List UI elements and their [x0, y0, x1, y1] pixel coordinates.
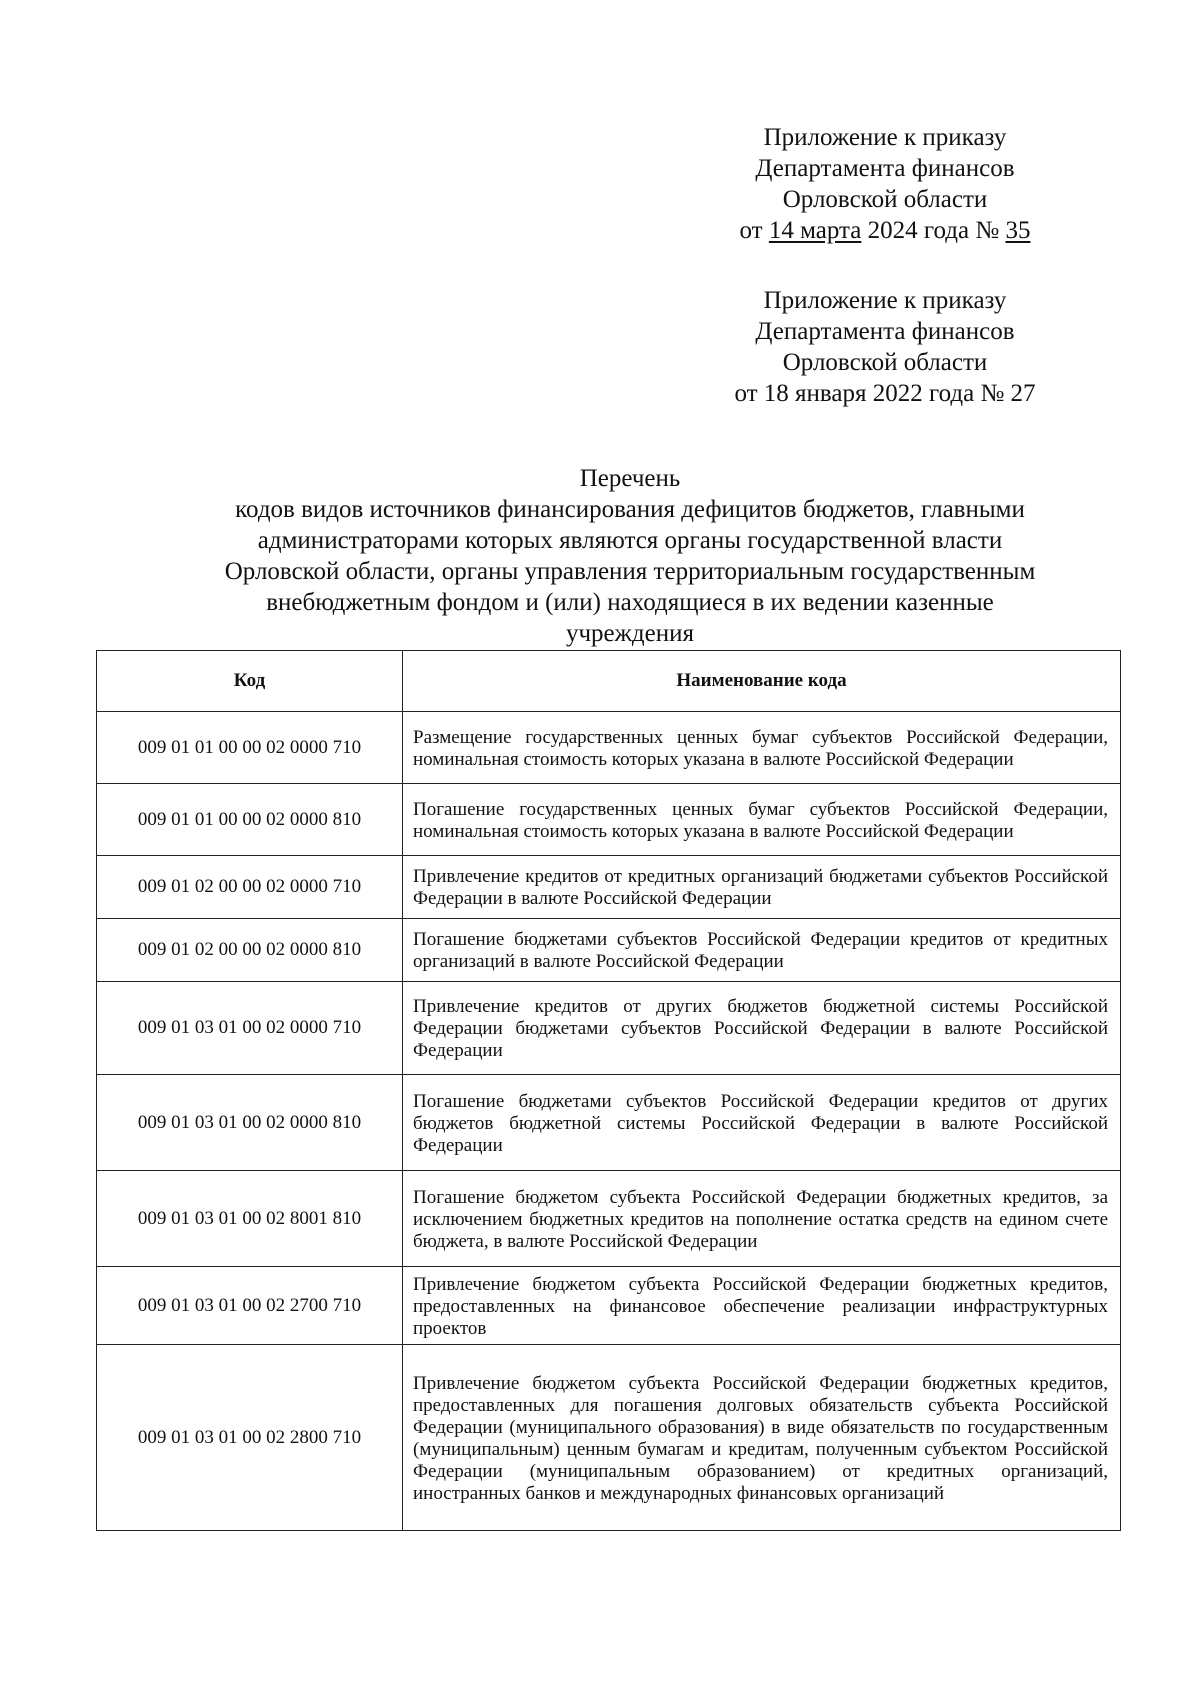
appendix-current-date-year: 2024 года №	[861, 217, 1006, 244]
row-name: Привлечение бюджетом субъекта Российской Федерации бюджетных кредитов, предоставленных для погашения долговых обязательств субъекта Российской Федерации (муниципального образования) в виде обязательств по государственным (муниципальным) ценным бумагам и кредитам, полученным субъектом Российской Федерации (муниципальным образованием) от кредитных организаций, иностранных банков и международных финансовых организаций	[403, 1345, 1121, 1531]
appendix-current-line1: Приложение к приказу	[763, 124, 1007, 151]
appendix-current-line2: Департамента финансов	[755, 155, 1015, 182]
table-row	[97, 1345, 1121, 1531]
header-name: Наименование кода	[403, 651, 1121, 712]
row-code: 009 01 03 01 00 02 0000 810	[97, 1075, 403, 1171]
row-name: Привлечение кредитов от кредитных организаций бюджетами субъектов Российской Федерации в валюте Российской Федерации	[403, 856, 1121, 919]
row-code: 009 01 03 01 00 02 2800 710	[97, 1345, 403, 1531]
document-title	[120, 463, 1140, 649]
title-line3: Орловской области, органы управления территориальным государственным	[224, 558, 1036, 585]
row-name: Привлечение кредитов от других бюджетов бюджетной системы Российской Федерации бюджетами субъектов Российской Федерации в валюте Российской Федерации	[403, 982, 1121, 1075]
row-name: Погашение бюджетами субъектов Российской Федерации кредитов от кредитных организаций в валюте Российской Федерации	[403, 919, 1121, 982]
appendix-current-order	[675, 122, 1095, 246]
title-line2: администраторами которых являются органы государственной власти	[257, 527, 1003, 554]
table-row	[97, 919, 1121, 982]
header-code: Код	[97, 651, 403, 712]
table-header-row	[97, 651, 1121, 712]
row-code: 009 01 01 00 00 02 0000 710	[97, 712, 403, 784]
title-line1: кодов видов источников финансирования дефицитов бюджетов, главными	[235, 496, 1025, 523]
codes-table	[96, 650, 1121, 1531]
row-name: Привлечение бюджетом субъекта Российской Федерации бюджетных кредитов, предоставленных на финансовое обеспечение реализации инфраструктурных проектов	[403, 1267, 1121, 1345]
appendix-current-date-day-month: 14 марта	[768, 217, 862, 244]
table-row	[97, 1075, 1121, 1171]
row-code: 009 01 02 00 00 02 0000 710	[97, 856, 403, 919]
table-row	[97, 982, 1121, 1075]
table-row	[97, 712, 1121, 784]
row-name: Размещение государственных ценных бумаг субъектов Российской Федерации, номинальная стоимость которых указана в валюте Российской Федерации	[403, 712, 1121, 784]
table-row	[97, 856, 1121, 919]
appendix-current-line3: Орловской области	[782, 186, 988, 213]
appendix-previous-line4: от 18 января 2022 года № 27	[734, 380, 1036, 407]
table-row	[97, 1267, 1121, 1345]
row-code: 009 01 03 01 00 02 0000 710	[97, 982, 403, 1075]
table-row	[97, 1171, 1121, 1267]
appendix-previous-line1: Приложение к приказу	[763, 287, 1007, 314]
row-name: Погашение бюджетом субъекта Российской Федерации бюджетных кредитов, за исключением бюджетных кредитов на пополнение остатка средств на едином счете бюджета, в валюте Российской Федерации	[403, 1171, 1121, 1267]
row-name: Погашение бюджетами субъектов Российской Федерации кредитов от других бюджетов бюджетной системы Российской Федерации в валюте Российской Федерации	[403, 1075, 1121, 1171]
row-name: Погашение государственных ценных бумаг субъектов Российской Федерации, номинальная стоимость которых указана в валюте Российской Федерации	[403, 784, 1121, 856]
appendix-previous-line3: Орловской области	[782, 349, 988, 376]
table-header	[97, 651, 1121, 712]
table-row	[97, 784, 1121, 856]
title-line4: внебюджетным фондом и (или) находящиеся в их ведении казенные	[266, 589, 994, 616]
row-code: 009 01 03 01 00 02 2700 710	[97, 1267, 403, 1345]
row-code: 009 01 01 00 00 02 0000 810	[97, 784, 403, 856]
appendix-current-date-line	[675, 215, 1095, 246]
row-code: 009 01 03 01 00 02 8001 810	[97, 1171, 403, 1267]
table-body	[97, 712, 1121, 1531]
appendix-current-number: 35	[1005, 217, 1031, 244]
row-code: 009 01 02 00 00 02 0000 810	[97, 919, 403, 982]
appendix-current-date-prefix: от	[739, 217, 769, 244]
title-heading: Перечень	[579, 465, 681, 492]
appendix-previous-order	[675, 285, 1095, 409]
appendix-previous-line2: Департамента финансов	[755, 318, 1015, 345]
title-line5: учреждения	[565, 620, 694, 647]
